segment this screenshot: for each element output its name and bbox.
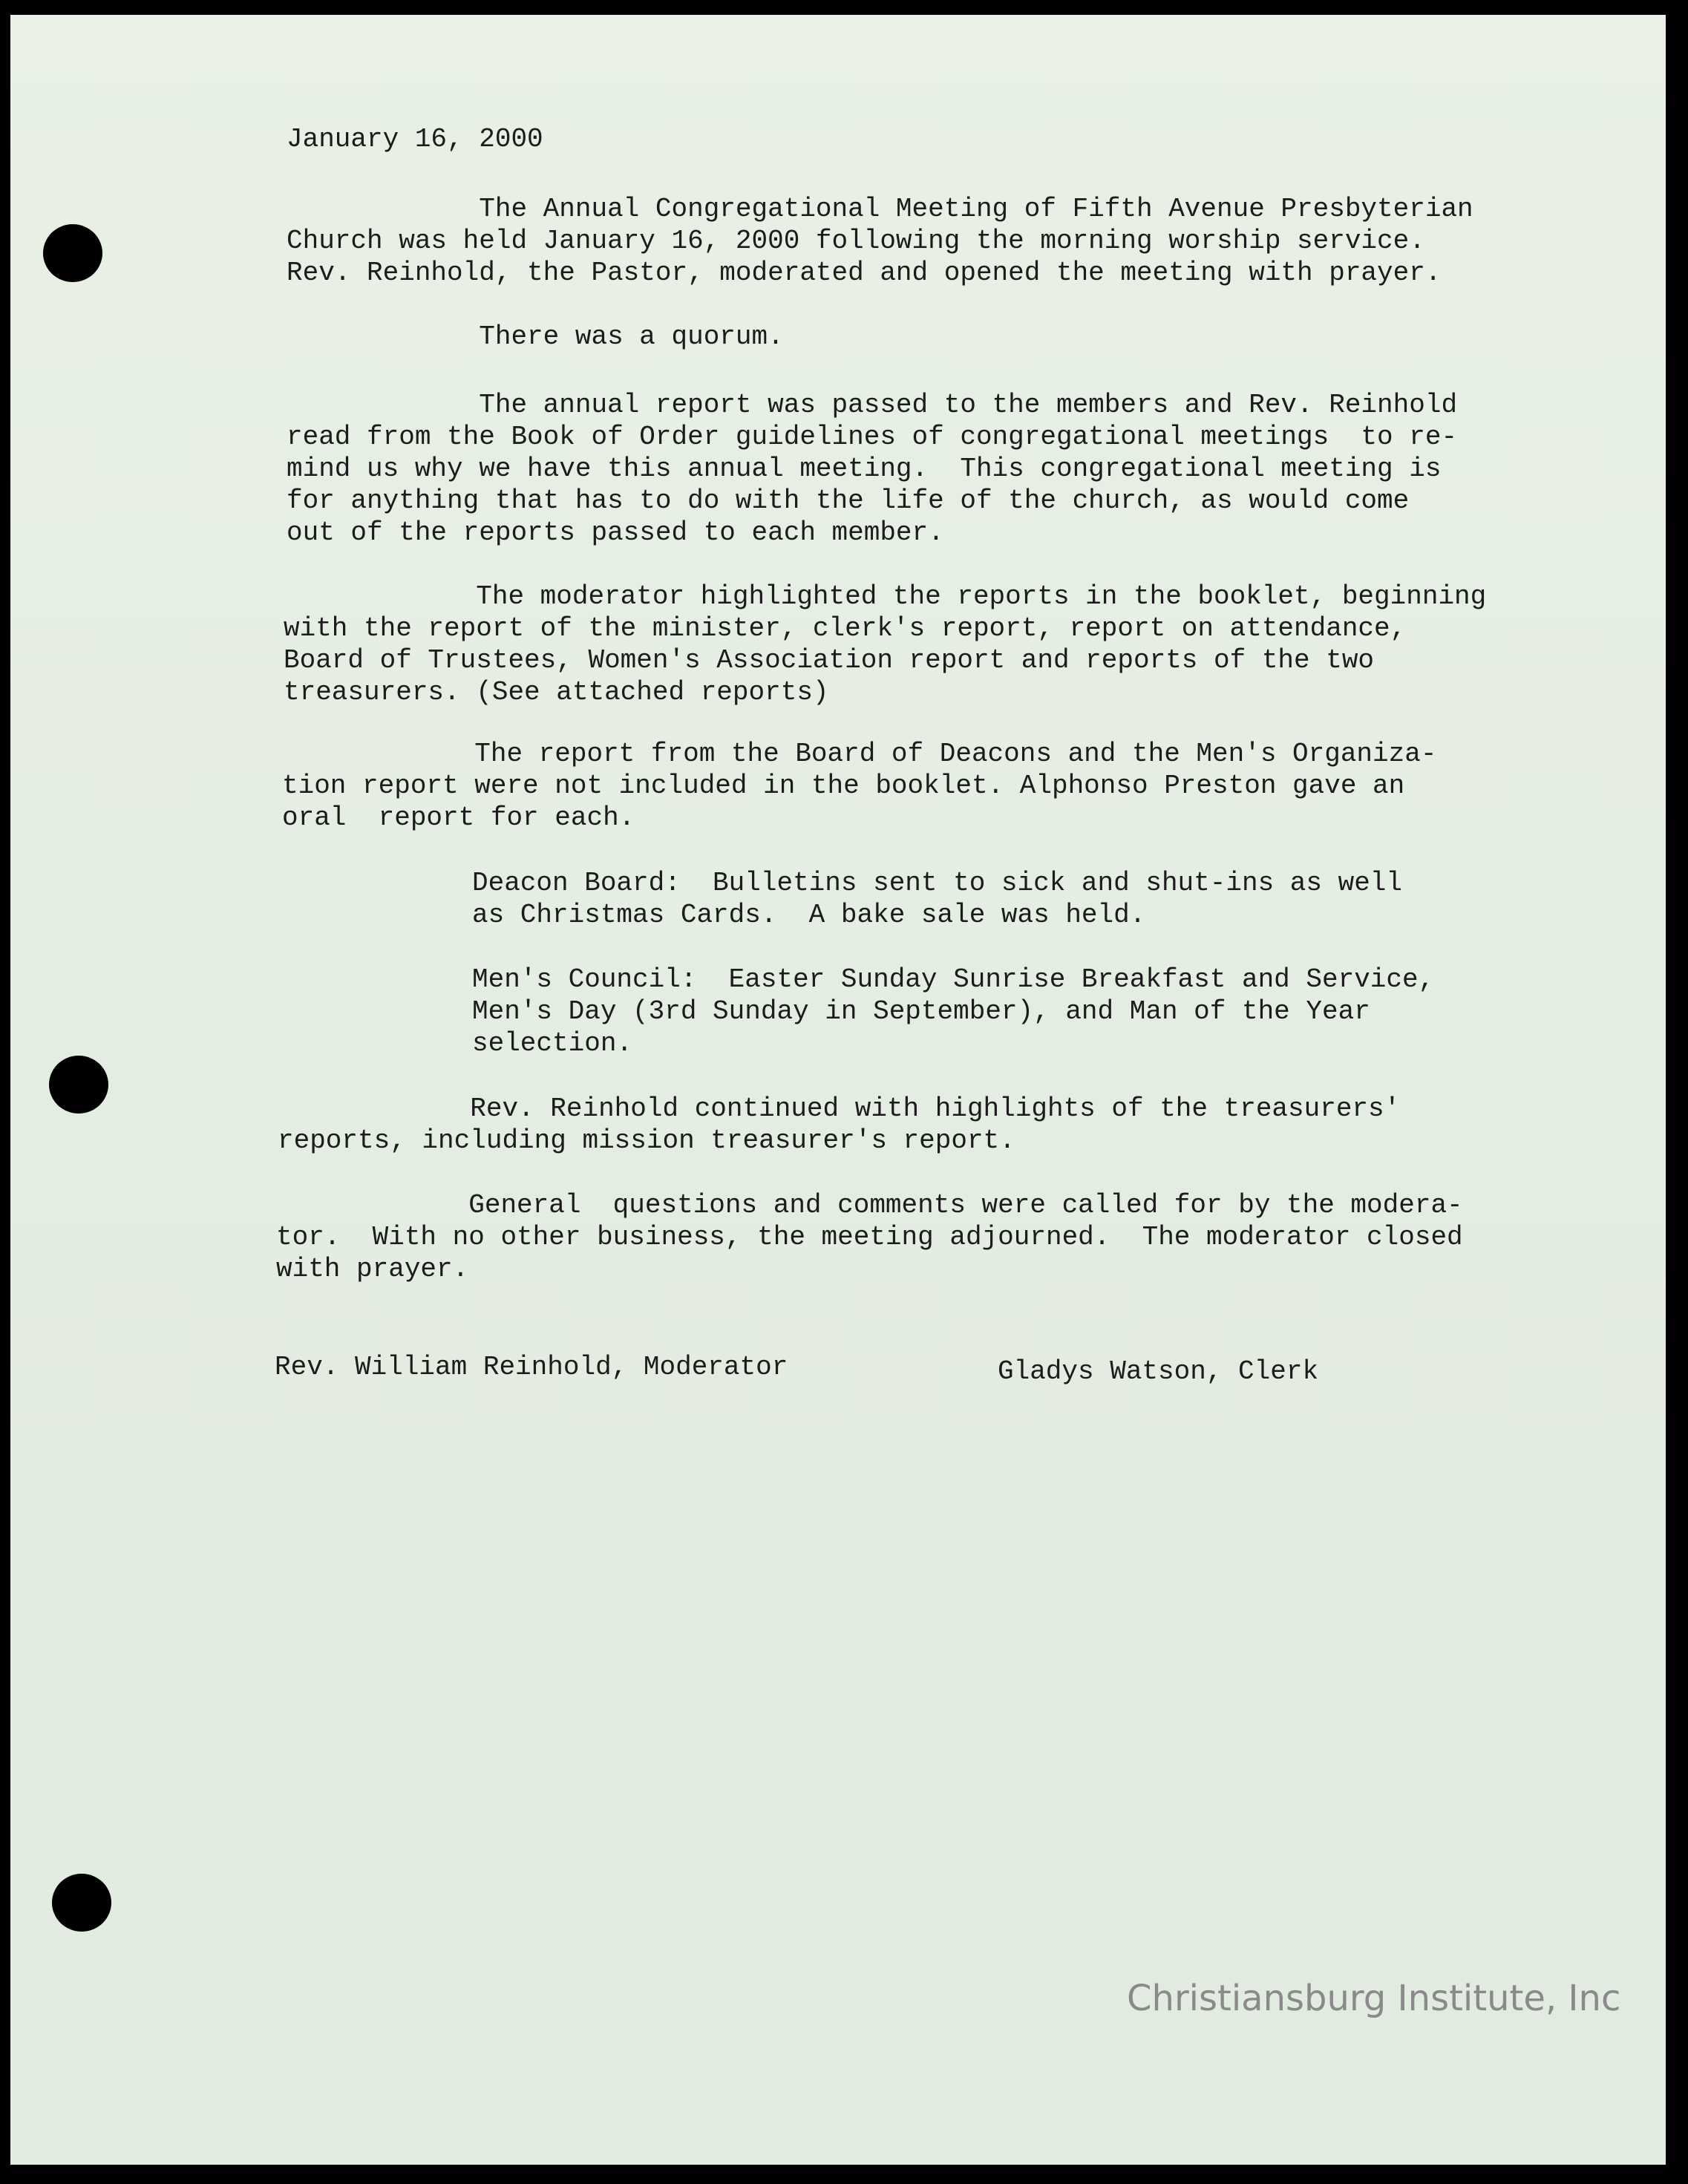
paragraph-deacon-board: Deacon Board: Bulletins sent to sick and shut-ins as well as Christmas Cards. A bake sale was held. [472,868,1403,930]
paragraph-quorum: There was a quorum. [287,321,784,352]
paragraph-moderator-highlights: The moderator highlighted the reports in the booklet, beginning with the report of the minister, clerk's report, report on attendance, Board of Trustees, Women's Association report and reports of the two treasurers. (See attached reports) [284,581,1487,707]
paragraph-treasurers: Rev. Reinhold continued with highlights of the treasurers' reports, including mission treasurer's report. [278,1093,1401,1156]
document-date: January 16, 2000 [287,124,543,154]
punch-hole-top [43,224,102,282]
archive-watermark: Christiansburg Institute, Inc [1127,1978,1621,2019]
paragraph-deacons-report: The report from the Board of Deacons and the Men's Organiza- tion report were not included in the booklet. Alphonso Preston gave an oral report for each. [282,739,1437,833]
paragraph-mens-council: Men's Council: Easter Sunday Sunrise Breakfast and Service, Men's Day (3rd Sunday in September), and Man of the Year selection. [472,964,1435,1059]
punch-hole-middle [49,1056,108,1114]
paragraph-annual-report: The annual report was passed to the members and Rev. Reinhold read from the Book of Order guidelines of congregational meetings to re- mind us why we have this annual meeting. This congregational meeting is for anything that has to do with the life of the church, as would come out of the reports passed to each member. [287,390,1458,548]
signature-moderator: Rev. William Reinhold, Moderator [275,1352,788,1382]
paragraph-opening: The Annual Congregational Meeting of Fifth Avenue Presbyterian Church was held January 16, 2000 following the morning worship service. Rev. Reinhold, the Pastor, moderated and opened the meeting with prayer. [287,194,1473,288]
paragraph-closing: General questions and comments were called for by the modera- tor. With no other business, the meeting adjourned. The moderator closed with prayer. [276,1190,1463,1284]
punch-hole-bottom [52,1874,111,1932]
document-page [10,15,1666,2165]
signature-clerk: Gladys Watson, Clerk [998,1356,1319,1387]
